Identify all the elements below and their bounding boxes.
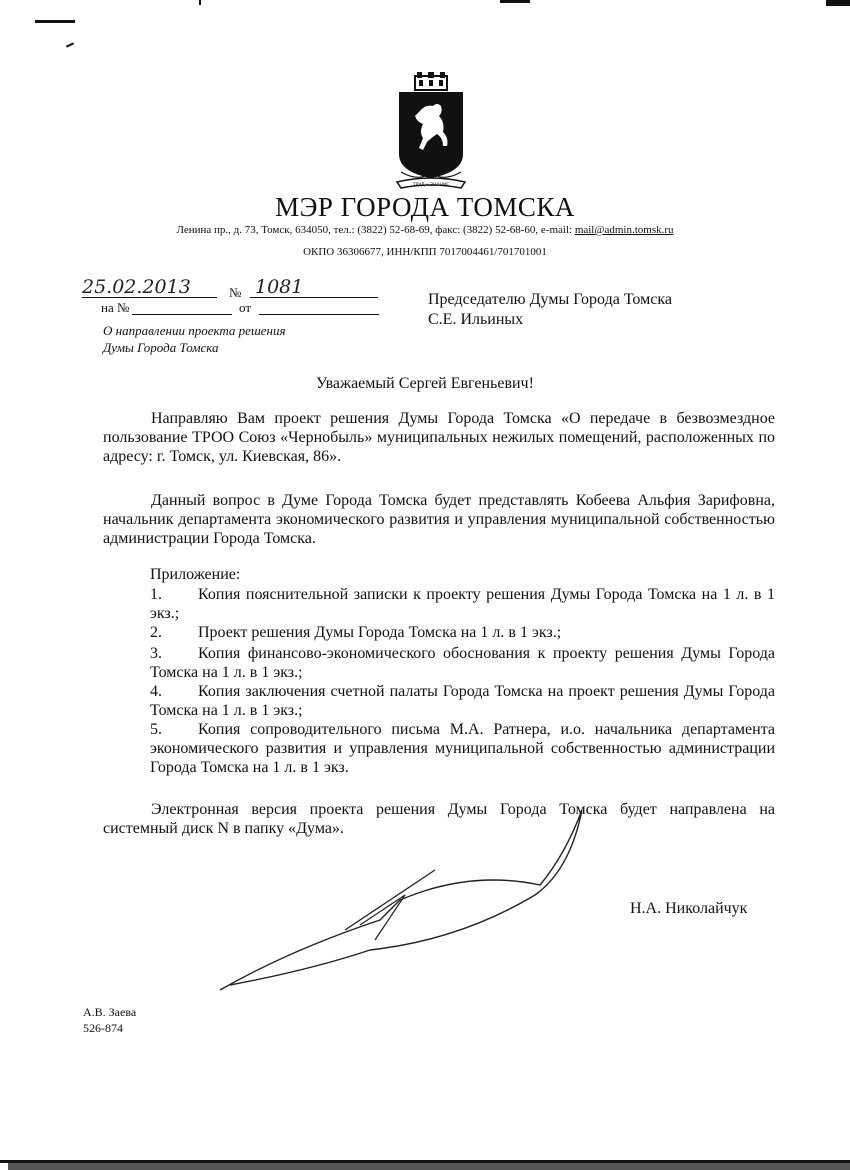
scan-artifact [826, 0, 850, 6]
paragraph-2-text: Данный вопрос в Думе Города Томска будет представлять Кобеева Альфия Зарифовна, начальник департамента экономического развития и управления муниципальной собственностью администрации Города Томска. [103, 492, 775, 547]
reply-from-underline [259, 314, 379, 315]
paragraph-1 [103, 409, 775, 466]
recipient-line-1: Председателю Думы Города Томска [428, 291, 672, 308]
scan-artifact [8, 1163, 850, 1170]
number-label: № [229, 285, 242, 300]
attachment-item [150, 682, 775, 720]
reply-number-underline [132, 314, 232, 315]
attachment-item [150, 623, 775, 642]
subject-line-1: О направлении проекта решения [103, 323, 286, 338]
attachment-text: Копия заключения счетной палаты Города Томска на проект решения Думы Города Томска на 1 л. в 1 экз.; [150, 683, 775, 719]
registration-date: 25.02.2013 [82, 276, 191, 298]
recipient-block [428, 290, 672, 330]
letterhead-contacts [0, 224, 850, 236]
executor-name: А.В. Заева [83, 1005, 137, 1019]
reply-number-label: на № [101, 300, 130, 315]
paragraph-1-text: Направляю Вам проект решения Думы Города Томска «О передаче в безвозмездное пользование ТРОО Союз «Чернобыль» муниципальных нежилых помещений, расположенных по адресу: г. Томск, ул. Киевская, 86». [103, 410, 775, 465]
attachment-item [150, 585, 775, 623]
letterhead-title: МЭР ГОРОДА ТОМСКА [275, 192, 575, 222]
scan-artifact [35, 20, 75, 23]
registration-block [82, 276, 382, 324]
attachment-item [150, 644, 775, 682]
greeting: Уважаемый Сергей Евгеньевич! [316, 375, 534, 392]
handwritten-signature [210, 800, 610, 1000]
attachment-number: 5. [150, 721, 162, 738]
attachment-number: 4. [150, 683, 162, 700]
recipient-line-2: С.Е. Ильиных [428, 311, 524, 328]
attachment-number: 1. [150, 586, 162, 603]
number-underline [250, 297, 378, 298]
scan-artifact [500, 0, 530, 3]
attachment-item [150, 720, 775, 777]
attachment-text: Проект решения Думы Города Томска на 1 л. в 1 экз.; [198, 624, 562, 641]
attachment-text: Копия сопроводительного письма М.А. Ратнера, и.о. начальника департамента экономического развития и управления муниципальной собственностью администрации Города Томска на 1 л. в 1 экз. [150, 721, 775, 776]
attachment-number: 2. [150, 624, 162, 641]
letterhead-address: Ленина пр., д. 73, Томск, 634050, тел.: (3822) 52-68-69, факс: (3822) 52-68-60, e-mail: [176, 224, 575, 236]
attachment-text: Копия финансово-экономического обоснования к проекту решения Думы Города Томска на 1 л. в 1 экз.; [150, 645, 775, 681]
registration-number: 1081 [255, 276, 304, 298]
date-underline [82, 297, 217, 298]
subject-line-2: Думы Города Томска [103, 340, 219, 355]
attachments-label: Приложение: [150, 566, 241, 583]
scan-artifact [199, 0, 201, 5]
tomsk-coat-of-arms-emblem [395, 72, 467, 192]
letterhead-email-link[interactable]: mail@admin.tomsk.ru [574, 224, 674, 236]
signer-name: Н.А. Николайчук [630, 900, 748, 917]
letter-subject [103, 322, 286, 356]
paragraph-2 [103, 491, 775, 548]
attachment-number: 3. [150, 645, 162, 662]
executor-phone: 526-874 [83, 1021, 123, 1035]
emblem-ribbon-text: ТРУД • ЗНАНИЕ [412, 183, 450, 188]
attachment-text: Копия пояснительной записки к проекту решения Думы Города Томска на 1 л. в 1 экз.; [150, 586, 775, 622]
letterhead-codes: ОКПО 36306677, ИНН/КПП 7017004461/701701001 [303, 246, 547, 258]
scan-artifact [66, 42, 74, 47]
closing-text: Электронная версия проекта решения Думы Города Томска будет направлена на системный диск N в папку «Дума». [103, 801, 775, 837]
reply-from-label: от [239, 300, 252, 315]
